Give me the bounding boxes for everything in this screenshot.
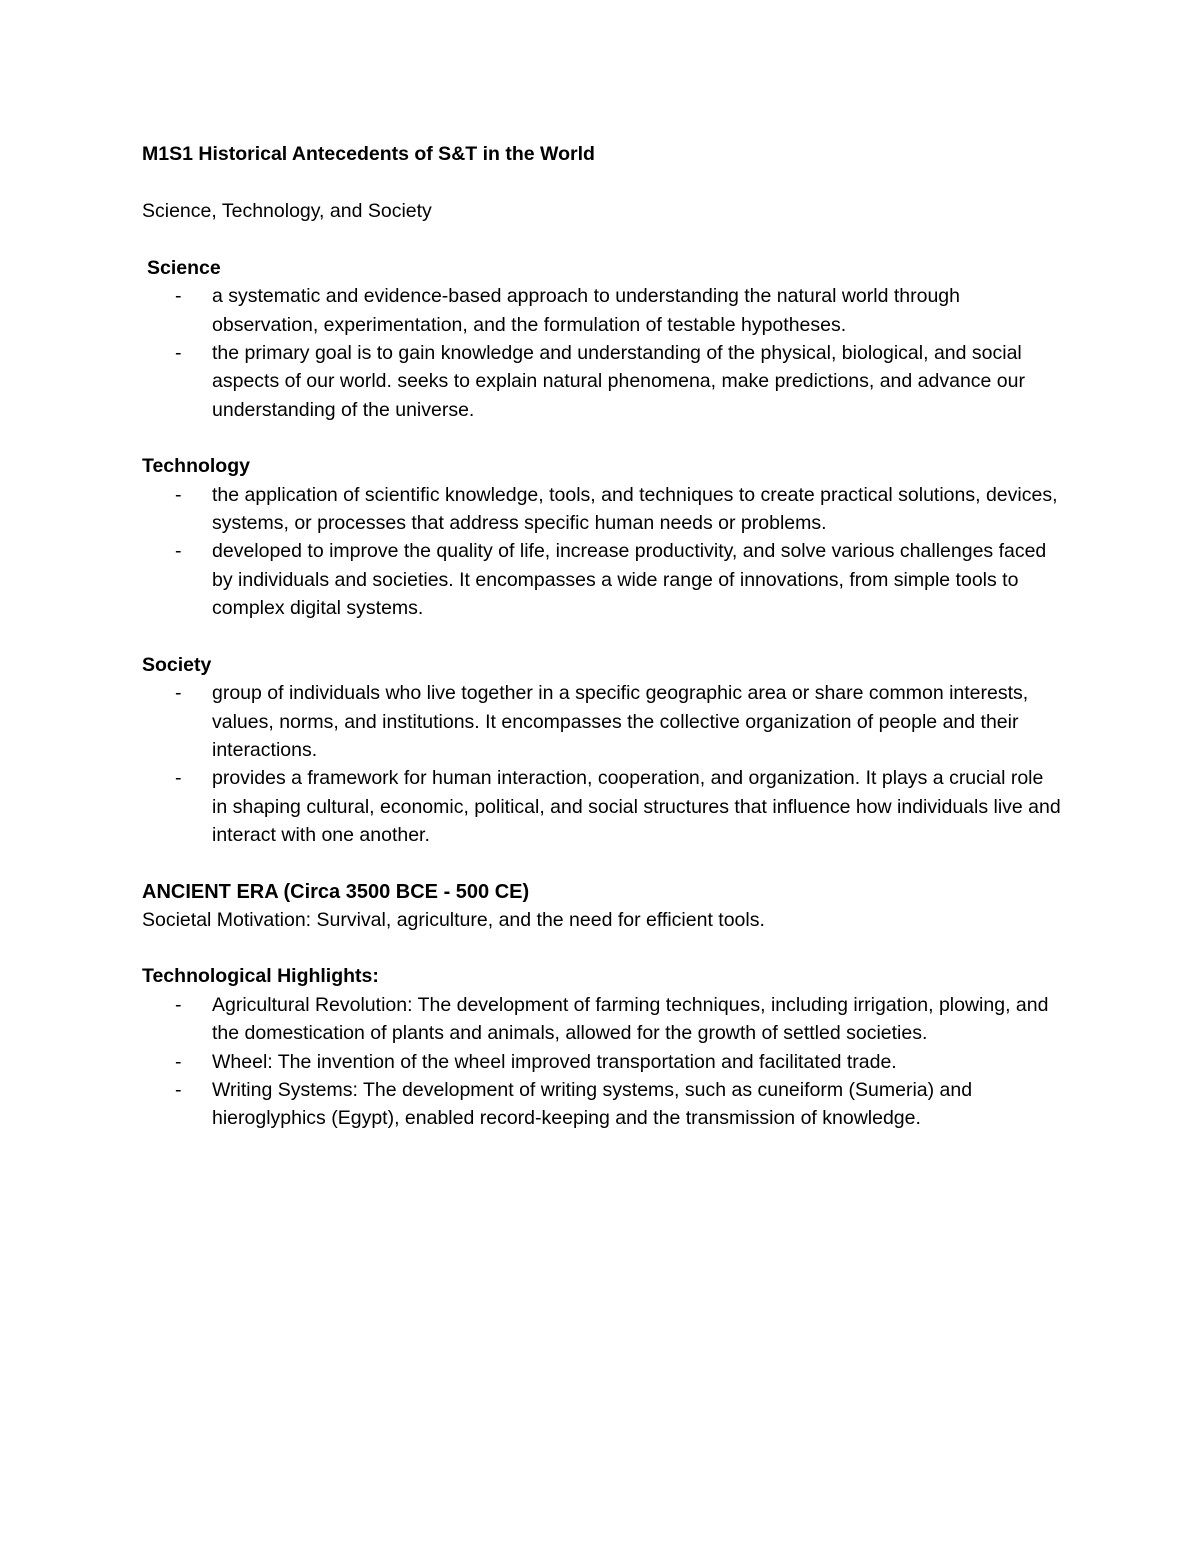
dash-bullet: - [175,540,182,563]
dash-bullet: - [175,285,182,308]
society-list [142,679,1062,849]
list-item-text: a systematic and evidence-based approach to understanding the natural world through observation, experimentation, and the formulation of testable hypotheses. [212,285,960,336]
list-item-text: Wheel: The invention of the wheel improved transportation and facilitated trade. [212,1050,897,1073]
dash-bullet: - [175,767,182,790]
dash-bullet: - [175,342,182,365]
societal-motivation: Societal Motivation: Survival, agriculture, and the need for efficient tools. [142,908,765,931]
document-title: M1S1 Historical Antecedents of S&T in the World [142,143,595,165]
dash-bullet: - [175,1050,182,1073]
list-item [142,991,1062,1048]
list-item-text: the application of scientific knowledge, tools, and techniques to create practical solutions, devices, systems, or processes that address specific human needs or problems. [212,483,1058,535]
list-item [142,764,1062,849]
science-list [142,282,1062,424]
list-item [142,339,1062,424]
list-item [142,537,1062,622]
document-subtitle: Science, Technology, and Society [142,200,432,223]
list-item [142,481,1062,538]
dash-bullet: - [175,483,182,506]
highlights-heading: Technological Highlights: [142,965,379,988]
list-item-text: Agricultural Revolution: The development of farming techniques, including irrigation, plowing, and the domestication of plants and animals, allowed for the growth of settled societies. [212,993,1049,1045]
technology-heading: Technology [142,455,250,478]
document-body [142,140,1062,1133]
list-item [142,679,1062,764]
dash-bullet: - [175,682,182,705]
list-item-text: the primary goal is to gain knowledge and understanding of the physical, biological, and social aspects of our world. seeks to explain natural phenomena, make predictions, and advance our understanding of the universe. [212,342,1025,421]
list-item-text: provides a framework for human interaction, cooperation, and organization. It plays a crucial role in shaping cultural, economic, political, and social structures that influence how individuals live and interact with one another. [212,767,1061,847]
ancient-era-heading: ANCIENT ERA (Circa 3500 BCE - 500 CE) [142,880,530,903]
dash-bullet: - [175,1078,182,1101]
dash-bullet: - [175,993,182,1016]
society-heading: Society [142,653,212,676]
list-item-text: group of individuals who live together in a specific geographic area or share common interests, values, norms, and institutions. It encompasses the collective organization of people and their interactions. [212,682,1029,761]
highlights-list [142,991,1062,1133]
list-item-text: Writing Systems: The development of writing systems, such as cuneiform (Sumeria) and hieroglyphics (Egypt), enabled record-keeping and the transmission of knowledge. [212,1078,973,1130]
list-item [142,282,1062,339]
list-item-text: developed to improve the quality of life, increase productivity, and solve various challenges faced by individuals and societies. It encompasses a wide range of innovations, from simple tools to complex digital systems. [212,540,1047,620]
technology-list [142,481,1062,623]
science-heading: Science [147,256,221,279]
list-item [142,1048,1062,1076]
list-item [142,1076,1062,1133]
